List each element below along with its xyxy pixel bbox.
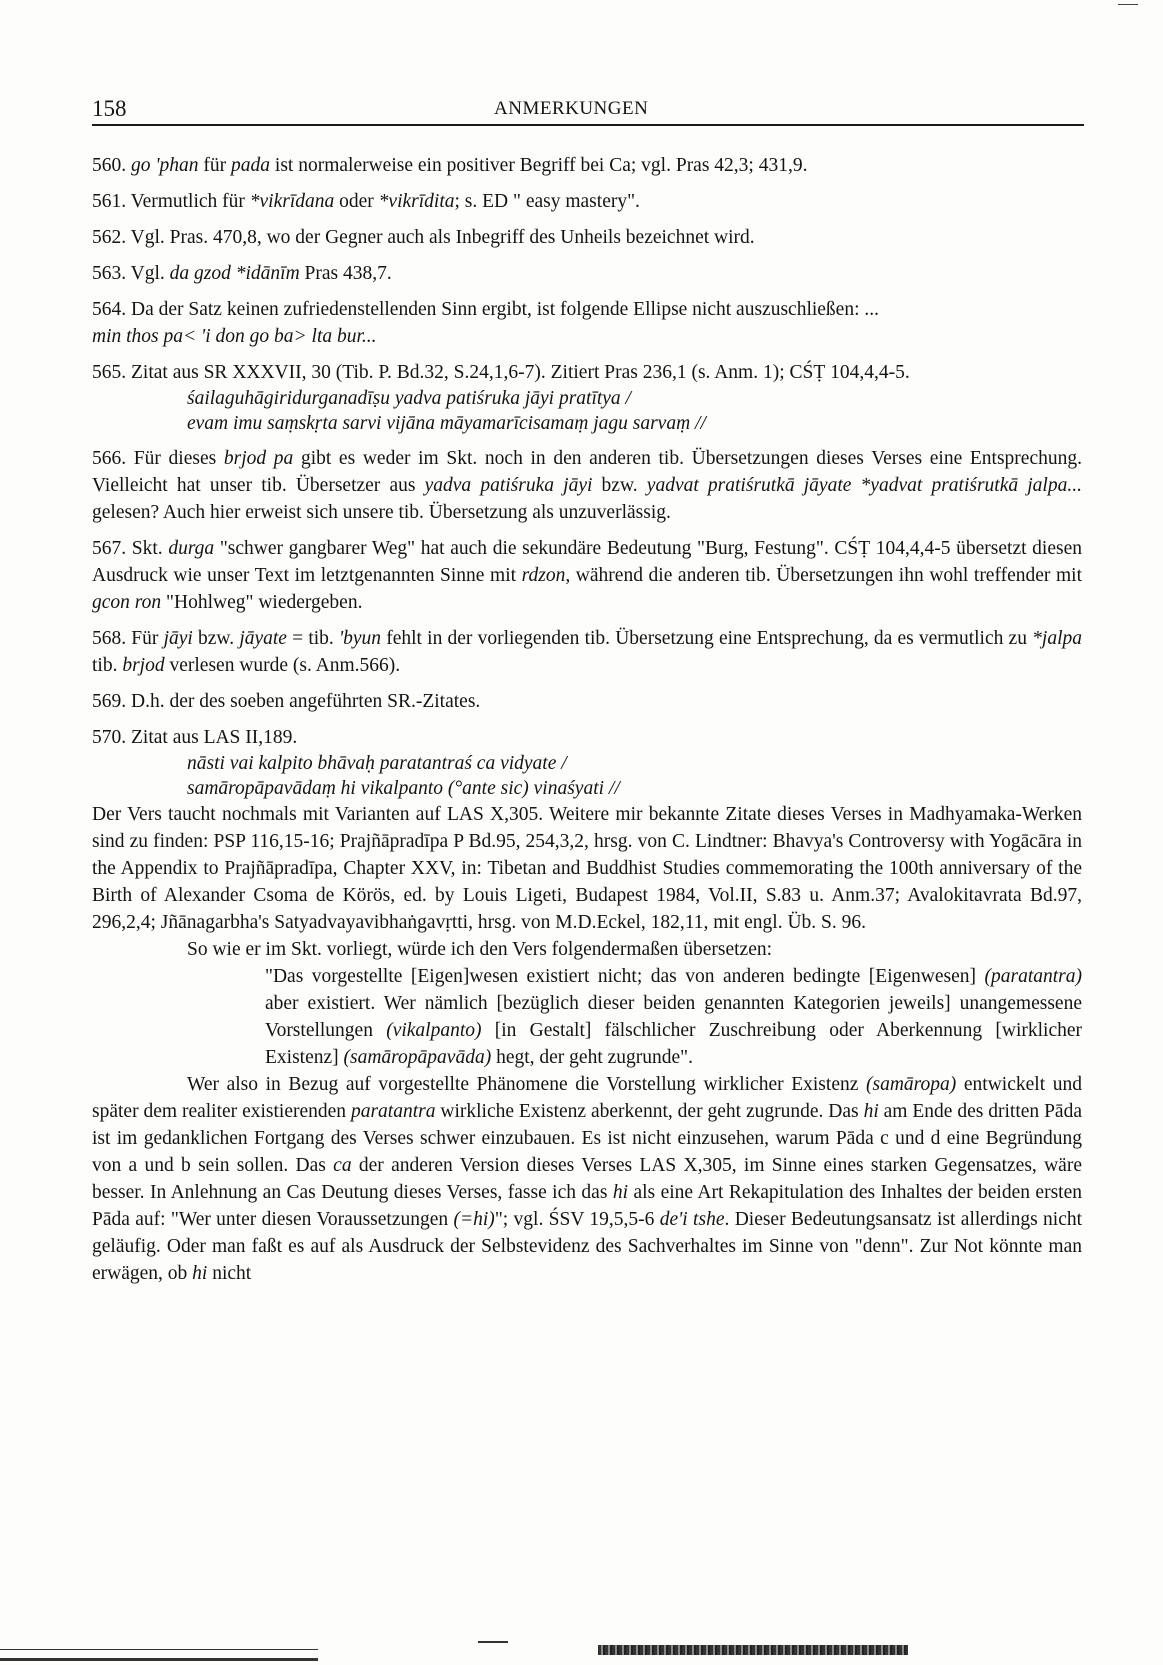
note-564 <box>92 296 1082 350</box>
quote-intro: So wie er im Skt. vorliegt, würde ich den Vers folgendermaßen übersetzen: <box>187 939 773 960</box>
note-569 <box>92 688 1082 715</box>
text: fehlt in der vorliegenden tib. Übersetzung eine Entsprechung, da es vermutlich zu <box>381 628 1033 649</box>
text: als eine Art Rekapitulation des Inhaltes der beiden ersten Pāda auf: "Wer unter diesen Voraussetzungen <box>92 1182 1082 1230</box>
text: ist normalerweise ein positiver Begriff bei Ca; vgl. Pras 42,3; 431,9. <box>270 155 808 176</box>
verse-line: nāsti vai kalpito bhāvaḥ paratantraś ca vidyate / <box>187 753 567 774</box>
text: hegt, der geht zugrunde". <box>491 1047 694 1068</box>
text: tib. <box>92 655 123 676</box>
note-number: 564. <box>92 299 127 320</box>
text: Vermutlich für <box>126 191 250 212</box>
text: "schwer gangbarer Weg" hat auch die sekundäre Bedeutung "Burg, Festung". CŚṬ 104,4,4-5 übersetzt diesen Ausdruck wie unser Text im letztgenannten Sinne mit <box>92 538 1082 586</box>
verse-line: samāropāpavādaṃ hi vikalpanto (°ante sic) vinaśyati // <box>187 778 620 799</box>
note-563 <box>92 260 1082 287</box>
term: (samāropāpavāda) <box>343 1047 492 1068</box>
scan-artifact <box>598 1645 908 1655</box>
scan-footer <box>0 1637 1163 1665</box>
text: "Das vorgestellte [Eigen]wesen existiert nicht; das von anderen bedingte [Eigenwesen] <box>265 966 985 987</box>
text: aber existiert. Wer nämlich [bezüglich dieser beiden genannten Kategorien jeweils] unangemessene Vorstellungen <box>265 993 1082 1041</box>
text: Da der Satz keinen zufriedenstellenden Sinn ergibt, ist folgende Ellipse nicht auszuschließen: ... <box>126 299 880 320</box>
term: ca <box>333 1155 352 1176</box>
note-number: 562. <box>92 227 127 248</box>
text: nicht <box>207 1263 252 1284</box>
term: go 'phan <box>131 155 199 176</box>
scan-mark <box>1118 4 1138 25</box>
term: yadva patiśruka jāyi <box>424 475 593 496</box>
text: verlesen wurde (s. Anm.566). <box>164 655 401 676</box>
verse-line: śailaguhāgiridurganadīṣu yadva patiśruka jāyi pratītya / <box>187 388 631 409</box>
text: Vgl. Pras. 470,8, wo der Gegner auch als Inbegriff des Unheils bezeichnet wird. <box>126 227 755 248</box>
note-570-discussion <box>92 1071 1082 1287</box>
text: entwickelt und später dem realiter existierenden <box>92 1074 1082 1122</box>
note-number: 560. <box>92 155 127 176</box>
term: (paratantra) <box>984 966 1082 987</box>
page-number: 158 <box>92 96 127 121</box>
text: gibt es weder im Skt. noch in den anderen tib. Übersetzungen dieses Verses eine Entsprechung. Vielleicht hat unser tib. Übersetzer aus <box>92 448 1082 496</box>
term: brjod pa <box>223 448 294 469</box>
note-568 <box>92 625 1082 679</box>
term: *vikrīdita <box>378 191 455 212</box>
text: "Hohlweg" wiedergeben. <box>161 592 363 613</box>
text: [in Gestalt] fälschlicher Zuschreibung oder Aberkennung [wirklicher Existenz] <box>265 1020 1082 1068</box>
text: bzw. <box>592 475 647 496</box>
text: Zitat aus LAS II,189. <box>126 727 298 748</box>
note-567 <box>92 535 1082 616</box>
term: durga <box>168 538 215 559</box>
note-number: 563. <box>92 263 127 284</box>
text: = tib. <box>286 628 339 649</box>
text: . Dieser Bedeutungsansatz ist allerdings nicht geläufig. Oder man faßt es auf als Ausdruck der Selbstevidenz des Sachverhaltes im Sinne von "denn". Zur Not könnte man erwägen, ob <box>92 1209 1083 1284</box>
term: hi <box>612 1182 629 1203</box>
term: jāyate <box>239 628 287 649</box>
text: gelesen? Auch hier erweist sich unsere tib. Übersetzung als unzuverlässig. <box>92 502 671 523</box>
term: paratantra <box>350 1101 436 1122</box>
term: *vikrīdana <box>249 191 335 212</box>
term: gcon ron <box>92 592 162 613</box>
term: de'i tshe <box>659 1209 725 1230</box>
text: Wer also in Bezug auf vorgestellte Phänomene die Vorstellung wirklicher Existenz <box>187 1074 866 1095</box>
translation-quote <box>92 963 1082 1071</box>
page-header <box>92 94 1084 126</box>
note-565 <box>92 359 1082 386</box>
note-570 <box>92 724 1082 751</box>
term: brjod <box>122 655 165 676</box>
text: "; vgl. ŚSV 19,5,5-6 <box>494 1209 660 1230</box>
text: Vgl. <box>126 263 170 284</box>
running-head: ANMERKUNGEN <box>494 98 649 119</box>
scan-artifact <box>478 1641 508 1659</box>
note-562 <box>92 224 1082 251</box>
note-561 <box>92 188 1082 215</box>
note-number: 565. <box>92 362 127 383</box>
verse-line: evam imu saṃskṛta sarvi vijāna māyamarīcisamaṃ jagu sarvaṃ // <box>187 413 706 434</box>
term: 'byun <box>338 628 382 649</box>
note-number: 566. <box>92 448 127 469</box>
term: *jalpa <box>1032 628 1082 649</box>
text: bzw. <box>192 628 240 649</box>
note-560 <box>92 152 1082 179</box>
note-566 <box>92 445 1082 526</box>
term: yadvat pratiśrutkā jāyate *yadvat pratiśrutkā jalpa... <box>646 475 1082 496</box>
term: jāyi <box>163 628 193 649</box>
term: hi <box>192 1263 208 1284</box>
term: (vikalpanto) <box>386 1020 482 1041</box>
term: rdzon <box>521 565 566 586</box>
term: (samāropa) <box>866 1074 957 1095</box>
term: (=hi) <box>453 1209 495 1230</box>
text: oder <box>334 191 379 212</box>
note-number: 570. <box>92 727 127 748</box>
text: der anderen Version dieses Verses LAS X,305, im Sinne eines starken Gegensatzes, wäre besser. In Anlehnung an Cas Deutung dieses Verses, fasse ich das <box>92 1155 1082 1203</box>
text: Für dieses <box>126 448 224 469</box>
scan-artifact <box>0 1649 318 1661</box>
text: Skt. <box>126 538 169 559</box>
text: D.h. der des soeben angeführten SR.-Zitates. <box>126 691 481 712</box>
text: , während die anderen tib. Übersetzungen ihn wohl treffender mit <box>565 565 1082 586</box>
text: Pras 438,7. <box>299 263 392 284</box>
term: hi <box>863 1101 879 1122</box>
text: Zitat aus SR XXXVII, 30 (Tib. P. Bd.32, S.24,1,6-7). Zitiert Pras 236,1 (s. Anm. 1); CŚṬ 104,4,4-5. <box>126 362 910 383</box>
note-number: 569. <box>92 691 127 712</box>
note-number: 567. <box>92 538 127 559</box>
note-number: 561. <box>92 191 127 212</box>
term: min thos pa< 'i don go ba> lta bur... <box>92 326 377 347</box>
text: wirkliche Existenz aberkennt, der geht zugrunde. Das <box>435 1101 864 1122</box>
text: Für <box>126 628 164 649</box>
term: pada <box>231 155 271 176</box>
note-570-paragraph: Der Vers taucht nochmals mit Varianten auf LAS X,305. Weitere mir bekannte Zitate dieses Verses in Madhyamaka-Werken sind zu finden: PSP 116,15-16; Prajñāpradīpa P Bd.95, 254,3,2, hrsg. von C. Lindtner: Bhavya's Controversy with Yogācāra in the Appendix to Prajñāpradīpa, Chapter XXV, in: Tibetan and Buddhist Studies commemorating the 100th anniversary of the Birth of Alexander Csoma de Körös, ed. by Louis Ligeti, Budapest 1984, Vol.II, S.83 u. Anm.37; Avalokitavrata Bd.97, 296,2,4; Jñānagarbha's Satyadvayavibhaṅgavṛtti, hrsg. von M.D.Eckel, 182,11, mit engl. Üb. S. 96. <box>92 804 1082 933</box>
text: für <box>198 155 232 176</box>
notes-body <box>92 152 1082 1287</box>
text: am Ende des dritten Pāda ist im gedanklichen Fortgang des Verses schwer einzubauen. Es ist nicht einzusehen, warum Pāda c und d eine Begründung von a und b sein sollen. Das <box>92 1101 1082 1176</box>
note-number: 568. <box>92 628 127 649</box>
text: ; s. ED " easy mastery". <box>454 191 640 212</box>
term: da gzod *idānīm <box>169 263 300 284</box>
